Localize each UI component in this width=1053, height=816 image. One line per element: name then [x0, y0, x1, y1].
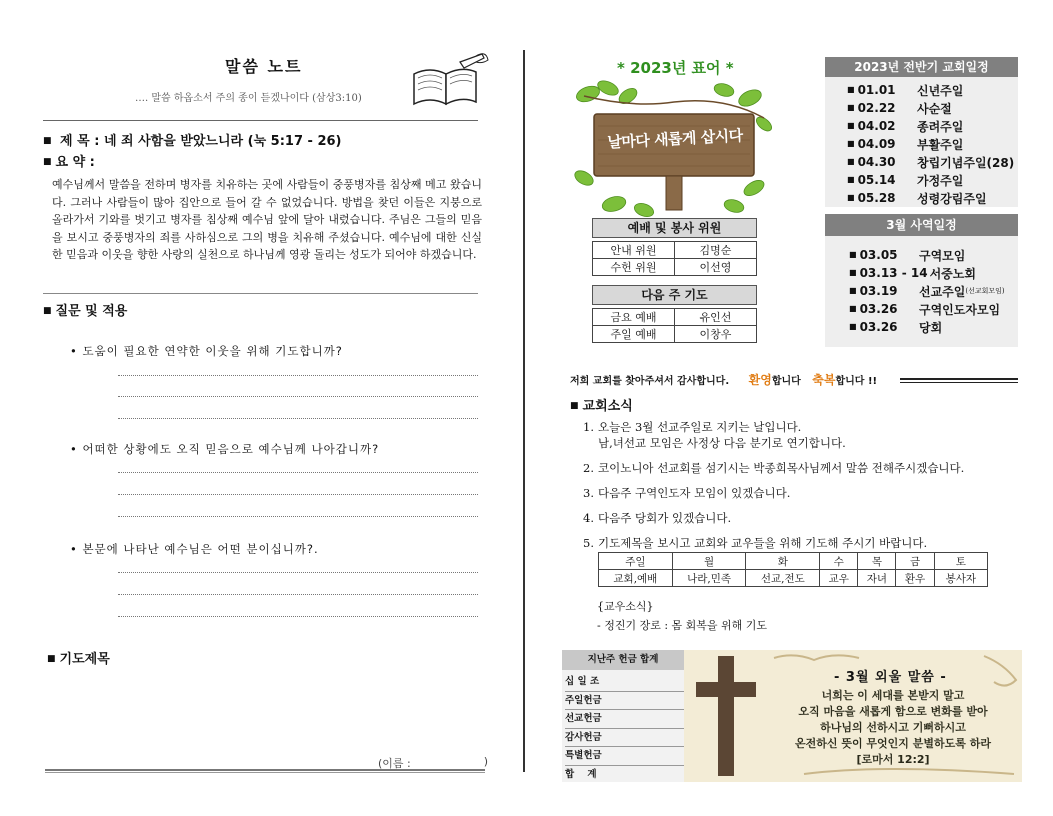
- table-row: 안내 위원 김명순: [593, 242, 757, 259]
- question-2: • 어떠한 상황에도 오직 믿음으로 예수님께 나아갑니까?: [70, 442, 380, 456]
- list-item: ■ 03.26 당회: [849, 318, 1018, 336]
- name-field: (이름 : ): [378, 755, 488, 770]
- list-item: 남,녀선교 모임은 사정상 다음 분기로 연기합니다.: [598, 436, 846, 450]
- page-title: 말씀 노트: [225, 57, 303, 76]
- list-item: ■ 05.14 가정주일: [847, 171, 1018, 189]
- list-item: 3. 다음주 구역인도자 모임이 있겠습니다.: [583, 486, 791, 500]
- motto-year-title: * 2023년 표어 *: [617, 59, 734, 77]
- verse-text: 너희는 이 세대를 본받지 말고 오직 마음을 새롭게 함으로 변화를 받아 하나님의 선하시고 기뻐하시고 온전하신 뜻이 무엇인지 분별하도록 하라 [로마서 12:2]: [795, 689, 991, 766]
- sermon-title: 네 죄 사함을 받았느니라 (눅 5:17 - 26): [103, 134, 342, 149]
- offering-row: 선교헌금: [565, 710, 684, 729]
- offering-header: 지난주 헌금 합계: [562, 650, 684, 670]
- offering-row: 주일헌금: [565, 692, 684, 711]
- worship-box: [592, 218, 757, 343]
- sermon-label: 제 목 :: [60, 134, 100, 149]
- list-item: ■ 01.01 신년주일: [847, 81, 1018, 99]
- list-item: 1. 오늘은 3월 선교주일로 지키는 날입니다.: [583, 420, 802, 434]
- verse-title: - 3월 외울 말씀 -: [834, 670, 947, 685]
- schedule-header: 2023년 전반기 교회일정: [825, 57, 1018, 77]
- offering-row: 합 계: [565, 768, 597, 780]
- list-item: ■ 03.26 구역인도자모임: [849, 300, 1018, 318]
- offering-row: 십 일 조: [565, 673, 684, 692]
- members-label: {교우소식}: [597, 600, 654, 613]
- list-item: ■ 02.22 사순절: [847, 99, 1018, 117]
- list-item: ■ 04.30 창립기념주일(28): [847, 153, 1018, 171]
- prayer-label: ■ 기도제목: [47, 648, 110, 667]
- march-box: [825, 214, 1018, 347]
- list-item: 2. 코이노니아 선교회를 섬기시는 박종희목사님께서 말씀 전해주시겠습니다.: [583, 461, 965, 475]
- list-item: ■ 04.02 종려주일: [847, 117, 1018, 135]
- offering-row: 특별헌금: [565, 747, 684, 766]
- page-divider: [523, 50, 525, 772]
- prayer-topic-table: [598, 552, 988, 587]
- news-list: [583, 419, 1023, 551]
- members-item: - 정진기 장로 : 몸 회복을 위해 기도: [597, 619, 768, 632]
- offering-row: 감사헌금: [565, 729, 684, 748]
- table-row: 금요 예배 유인선: [593, 309, 757, 326]
- schedule-box: [825, 57, 1018, 207]
- news-label: ■ 교회소식: [570, 395, 633, 414]
- march-header: 3월 사역일정: [825, 214, 1018, 236]
- question-3: • 본문에 나타난 예수님은 어떤 분이십니까?.: [70, 542, 319, 556]
- table-row: 수헌 위원 이선영: [593, 259, 757, 276]
- list-item: ■ 03.19 선교주일 (선교회모임): [849, 282, 1018, 300]
- list-item: 4. 다음주 당회가 있겠습니다.: [583, 511, 732, 525]
- summary-label: ■ 요 약 :: [43, 151, 95, 170]
- list-item: ■ 04.09 부활주일: [847, 135, 1018, 153]
- question-1: • 도움이 필요한 연약한 이웃을 위해 기도합니까?: [70, 344, 343, 358]
- page-subtitle: …. 말씀 하옵소서 주의 종이 듣겠나이다 (삼상3:10): [135, 93, 362, 104]
- table-row: 주일 월 화 수 목 금 토: [599, 553, 988, 570]
- verse-box: [684, 650, 1022, 782]
- list-item: 5. 기도제목을 보시고 교회와 교우들을 위해 기도해 주시기 바랍니다.: [583, 536, 928, 550]
- table-row: 교회,예배 나라,민족 선교,전도 교우 자녀 환우 봉사자: [599, 570, 988, 587]
- questions-label: ■ 질문 및 적용: [43, 300, 127, 319]
- summary-text: 예수님께서 말씀을 전하며 병자를 치유하는 곳에 사람들이 중풍병자를 침상째 메고 왔습니다. 그러나 사람들이 많아 집안으로 들어 갈 수 없었습니다. 방법을 찾던 이들은 지붕으로 올라가서 기와를 벗기고 병자를 침상째 예수님 앞에 달아 내렸습니다. 주님은 그들의 믿음을 보시고 중풍병자의 죄를 사하심으로 그의 병을 치유해 주셨습니다. 예수님에 대한 신실한 믿음과 이웃을 향한 사랑의 실천으로 하나님께 영광 돌리는 성도가 되어야 하겠습니다.: [52, 178, 482, 261]
- list-item: ■ 03.05 구역모임: [849, 246, 1018, 264]
- sermon-title-row: [43, 130, 341, 149]
- table-row: 주일 예배 이창우: [593, 326, 757, 343]
- worship-table: [592, 241, 757, 276]
- welcome-line: 저희 교회를 찾아주셔서 감사합니다. 환영합니다 축복합니다 !!: [570, 373, 878, 387]
- list-item: ■ 05.28 성령강림주일: [847, 189, 1018, 207]
- motto-sign-text: 날마다 새롭게 삽시다: [606, 126, 744, 152]
- list-item: ■ 03.13 - 14 서중노회: [849, 264, 1018, 282]
- prayer-table: [592, 308, 757, 343]
- book-icon: [410, 52, 490, 110]
- offering-box: [562, 650, 684, 782]
- next-prayer-header: 다음 주 기도: [592, 285, 757, 305]
- worship-header: 예배 및 봉사 위원: [592, 218, 757, 238]
